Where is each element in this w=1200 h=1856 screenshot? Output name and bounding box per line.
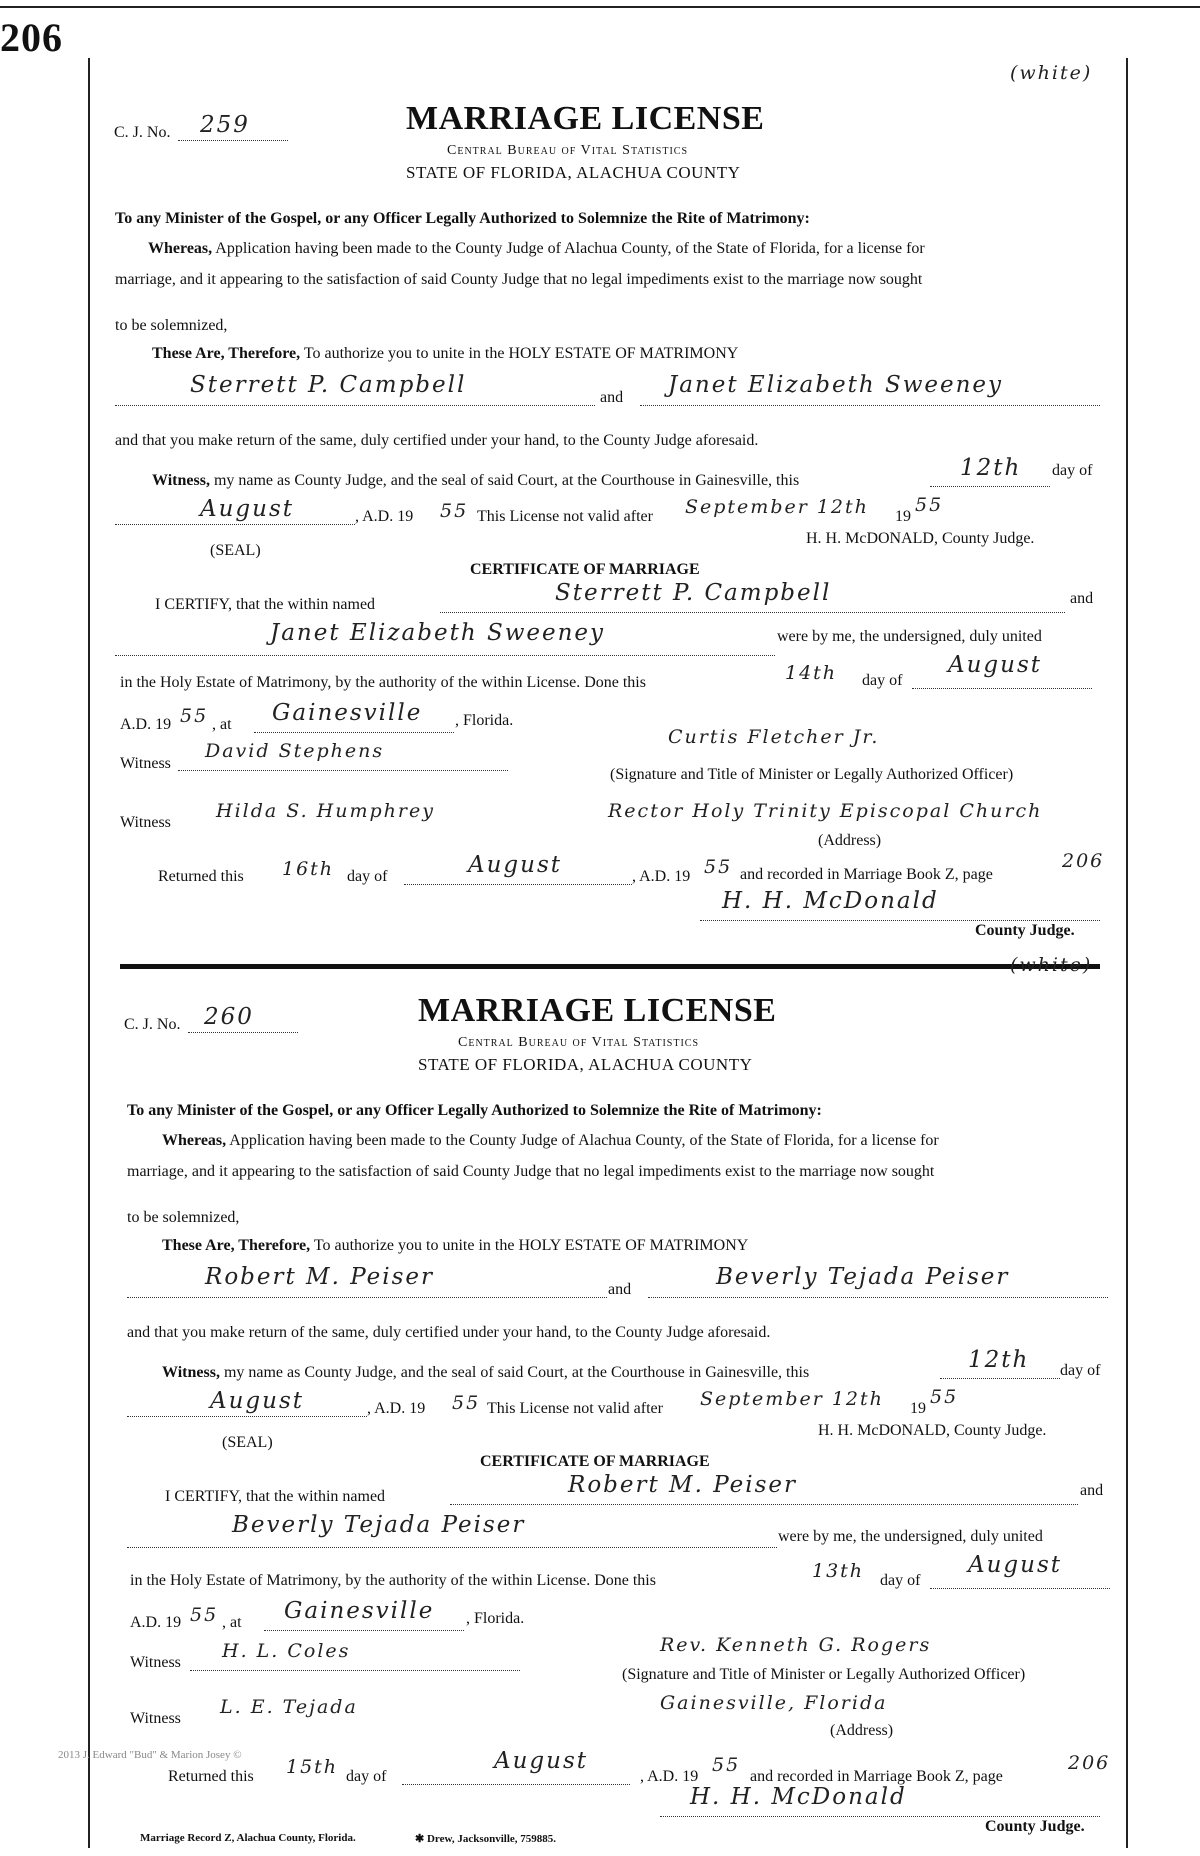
- ad-label: , A.D. 19: [355, 508, 414, 525]
- state-county: STATE OF FLORIDA, ALACHUA COUNTY: [406, 163, 741, 182]
- return-line: and that you make return of the same, duly certified under your hand, to the County Judge aforesaid.: [115, 432, 759, 449]
- license-title: MARRIAGE LICENSE: [418, 992, 777, 1029]
- judge-label: H. H. McDONALD, County Judge.: [818, 1422, 1047, 1439]
- issue-month: August: [200, 496, 295, 522]
- record-page: 206: [1068, 1752, 1111, 1774]
- whereas-line-1: Whereas, Application having been made to the County Judge of Alachua County, of the State of Florida, for a license for: [148, 240, 925, 257]
- done-year: 55: [190, 1604, 219, 1626]
- done-month-line: [912, 688, 1092, 689]
- officer-signature: Rev. Kenneth G. Rogers: [660, 1634, 932, 1656]
- state-county: STATE OF FLORIDA, ALACHUA COUNTY: [418, 1055, 753, 1074]
- top-rule: [0, 6, 1200, 8]
- certificate-title: CERTIFICATE OF MARRIAGE: [480, 1453, 710, 1470]
- holy-estate-line: in the Holy Estate of Matrimony, by the authority of the within License. Done this: [120, 674, 646, 691]
- done-month: August: [948, 652, 1043, 678]
- expiry-prefix: 19: [910, 1400, 926, 1417]
- witness1-label: Witness: [120, 755, 171, 772]
- cert-bride-line: [127, 1547, 777, 1548]
- cj-line: [178, 140, 288, 141]
- expiry-date: September 12th: [685, 496, 869, 518]
- witness2-label: Witness: [120, 814, 171, 831]
- copyright-watermark: 2013 J. Edward "Bud" & Marion Josey ©: [58, 1749, 242, 1761]
- groom-name: Sterrett P. Campbell: [190, 372, 467, 398]
- witness-line: Witness, my name as County Judge, and the seal of said Court, at the Courthouse in Gainesville, this: [152, 472, 800, 489]
- address-line: To any Minister of the Gospel, or any Officer Legally Authorized to Solemnize the Rite of Matrimony:: [127, 1102, 822, 1119]
- issue-year: 55: [440, 500, 469, 522]
- bride-line: [648, 1297, 1108, 1298]
- place: Gainesville: [272, 700, 423, 726]
- whereas-line-2: marriage, and it appearing to the satisfaction of said County Judge that no legal impediments exist to the marriage now sought: [115, 271, 923, 288]
- returned-month-line: [402, 1784, 630, 1785]
- address-caption: (Address): [818, 832, 882, 849]
- day-of-label-3: day of: [346, 1768, 387, 1785]
- day-of-label-3: day of: [347, 868, 388, 885]
- done-day: 14th: [785, 662, 838, 684]
- officer-signature: Curtis Fletcher Jr.: [668, 726, 880, 748]
- issue-day-line: [940, 1378, 1060, 1379]
- done-year: 55: [180, 705, 209, 727]
- bureau-subtitle: Central Bureau of Vital Statistics: [447, 143, 689, 158]
- judge-signature: H. H. McDonald: [690, 1784, 907, 1810]
- judge-signature: H. H. McDonald: [722, 888, 939, 914]
- record-page: 206: [1062, 850, 1105, 872]
- certify-label: I CERTIFY, that the within named: [165, 1488, 386, 1505]
- issue-month-line: [115, 524, 355, 525]
- these-are-line: These Are, Therefore, To authorize you to unite in the HOLY ESTATE OF MATRIMONY: [162, 1237, 749, 1254]
- at-label: , at: [212, 716, 232, 733]
- cert-groom: Robert M. Peiser: [568, 1472, 798, 1498]
- ad-label: , A.D. 19: [367, 1400, 426, 1417]
- witness1-line: [178, 770, 508, 771]
- issue-month-line: [127, 1416, 367, 1417]
- expiry-year: 55: [915, 494, 944, 516]
- united-label: were by me, the undersigned, duly united: [777, 628, 1042, 645]
- and-label-2: and: [1070, 590, 1094, 607]
- footer-record: Marriage Record Z, Alachua County, Florida.: [140, 1832, 356, 1844]
- signature-caption: (Signature and Title of Minister or Legally Authorized Officer): [610, 766, 1014, 783]
- whereas-line-3: to be solemnized,: [115, 317, 228, 334]
- these-are-line: These Are, Therefore, To authorize you to unite in the HOLY ESTATE OF MATRIMONY: [152, 345, 739, 362]
- race-note: (white): [1010, 954, 1093, 976]
- returned-year: 55: [712, 1754, 741, 1776]
- place: Gainesville: [284, 1598, 435, 1624]
- and-label: and: [600, 389, 624, 406]
- witness2-label: Witness: [130, 1710, 181, 1727]
- county-judge-label: County Judge.: [975, 922, 1075, 939]
- certificate-title: CERTIFICATE OF MARRIAGE: [470, 561, 700, 578]
- day-of-label: day of: [1060, 1362, 1101, 1379]
- witness1-label: Witness: [130, 1654, 181, 1671]
- recorded-text: and recorded in Marriage Book Z, page: [740, 866, 993, 883]
- expiry-year: 55: [930, 1386, 959, 1408]
- done-month: August: [968, 1552, 1063, 1578]
- and-label: and: [608, 1281, 632, 1298]
- groom-name: Robert M. Peiser: [205, 1264, 435, 1290]
- bride-name: Beverly Tejada Peiser: [716, 1264, 1010, 1290]
- bride-line: [640, 405, 1100, 406]
- day-of-label-2: day of: [862, 672, 903, 689]
- officer-address: Gainesville, Florida: [660, 1692, 888, 1714]
- county-judge-label: County Judge.: [985, 1818, 1085, 1835]
- issue-day: 12th: [960, 455, 1022, 481]
- section-divider: [120, 964, 1100, 969]
- witness1: David Stephens: [205, 740, 385, 762]
- cert-bride: Janet Elizabeth Sweeney: [270, 620, 606, 646]
- seal-label: (SEAL): [222, 1434, 273, 1451]
- returned-label: Returned this: [168, 1768, 254, 1785]
- witness2: Hilda S. Humphrey: [216, 800, 435, 822]
- returned-day: 15th: [286, 1756, 339, 1778]
- returned-month: August: [494, 1748, 589, 1774]
- returned-month-line: [404, 884, 632, 885]
- whereas-line-3: to be solemnized,: [127, 1209, 240, 1226]
- cert-bride: Beverly Tejada Peiser: [232, 1512, 526, 1538]
- expiry-prefix: 19: [895, 508, 911, 525]
- race-note: (white): [1010, 62, 1093, 84]
- address-line: To any Minister of the Gospel, or any Officer Legally Authorized to Solemnize the Rite of Matrimony:: [115, 210, 810, 227]
- not-valid-label: This License not valid after: [477, 508, 653, 525]
- ad2-label: A.D. 19: [130, 1614, 182, 1631]
- judge-sig-line: [660, 1816, 1100, 1817]
- issue-day: 12th: [968, 1347, 1030, 1373]
- signature-caption: (Signature and Title of Minister or Legally Authorized Officer): [622, 1666, 1026, 1683]
- cj-number: 259: [200, 112, 250, 138]
- florida-label: , Florida.: [466, 1610, 525, 1627]
- footer-printer: ✱ Drew, Jacksonville, 759885.: [415, 1833, 557, 1845]
- cert-groom-line: [450, 1504, 1078, 1505]
- issue-year: 55: [452, 1392, 481, 1414]
- license-title: MARRIAGE LICENSE: [406, 100, 765, 137]
- issue-day-line: [930, 486, 1050, 487]
- certify-label: I CERTIFY, that the within named: [155, 596, 376, 613]
- seal-label: (SEAL): [210, 542, 261, 559]
- and-label-2: and: [1080, 1482, 1104, 1499]
- bride-name: Janet Elizabeth Sweeney: [668, 372, 1004, 398]
- place-line: [264, 1630, 464, 1631]
- holy-estate-line: in the Holy Estate of Matrimony, by the authority of the within License. Done this: [130, 1572, 656, 1589]
- witness1: H. L. Coles: [222, 1640, 351, 1662]
- day-of-label-2: day of: [880, 1572, 921, 1589]
- united-label: were by me, the undersigned, duly united: [778, 1528, 1043, 1545]
- returned-label: Returned this: [158, 868, 244, 885]
- done-month-line: [930, 1588, 1110, 1589]
- cert-groom: Sterrett P. Campbell: [555, 580, 832, 606]
- address-caption: (Address): [830, 1722, 894, 1739]
- whereas-line-2: marriage, and it appearing to the satisfaction of said County Judge that no legal impediments exist to the marriage now sought: [127, 1163, 935, 1180]
- cj-label: C. J. No.: [114, 124, 171, 141]
- cj-number: 260: [204, 1004, 254, 1030]
- groom-line: [115, 405, 595, 406]
- place-line: [254, 732, 454, 733]
- groom-line: [127, 1297, 607, 1298]
- expiry-date: September 12th: [700, 1388, 884, 1410]
- bureau-subtitle: Central Bureau of Vital Statistics: [458, 1035, 700, 1050]
- florida-label: , Florida.: [455, 712, 514, 729]
- ad3-label: , A.D. 19: [632, 868, 691, 885]
- ad2-label: A.D. 19: [120, 716, 172, 733]
- cj-line: [188, 1032, 298, 1033]
- ad3-label: , A.D. 19: [640, 1768, 699, 1785]
- whereas-line-1: Whereas, Application having been made to the County Judge of Alachua County, of the State of Florida, for a license for: [162, 1132, 939, 1149]
- recorded-text: and recorded in Marriage Book Z, page: [750, 1768, 1003, 1785]
- judge-sig-line: [700, 920, 1100, 921]
- issue-month: August: [210, 1388, 305, 1414]
- officer-address: Rector Holy Trinity Episcopal Church: [608, 800, 1043, 822]
- done-day: 13th: [812, 1560, 865, 1582]
- returned-year: 55: [704, 856, 733, 878]
- cert-bride-line: [115, 655, 775, 656]
- returned-day: 16th: [282, 858, 335, 880]
- returned-month: August: [468, 852, 563, 878]
- page-number: 206: [0, 15, 63, 60]
- day-of-label: day of: [1052, 462, 1093, 479]
- judge-label: H. H. McDONALD, County Judge.: [806, 530, 1035, 547]
- return-line: and that you make return of the same, duly certified under your hand, to the County Judge aforesaid.: [127, 1324, 771, 1341]
- not-valid-label: This License not valid after: [487, 1400, 663, 1417]
- witness1-line: [190, 1670, 520, 1671]
- witness-line: Witness, my name as County Judge, and the seal of said Court, at the Courthouse in Gainesville, this: [162, 1364, 810, 1381]
- cert-groom-line: [440, 612, 1065, 613]
- witness2: L. E. Tejada: [220, 1696, 358, 1718]
- cj-label: C. J. No.: [124, 1016, 181, 1033]
- at-label: , at: [222, 1614, 242, 1631]
